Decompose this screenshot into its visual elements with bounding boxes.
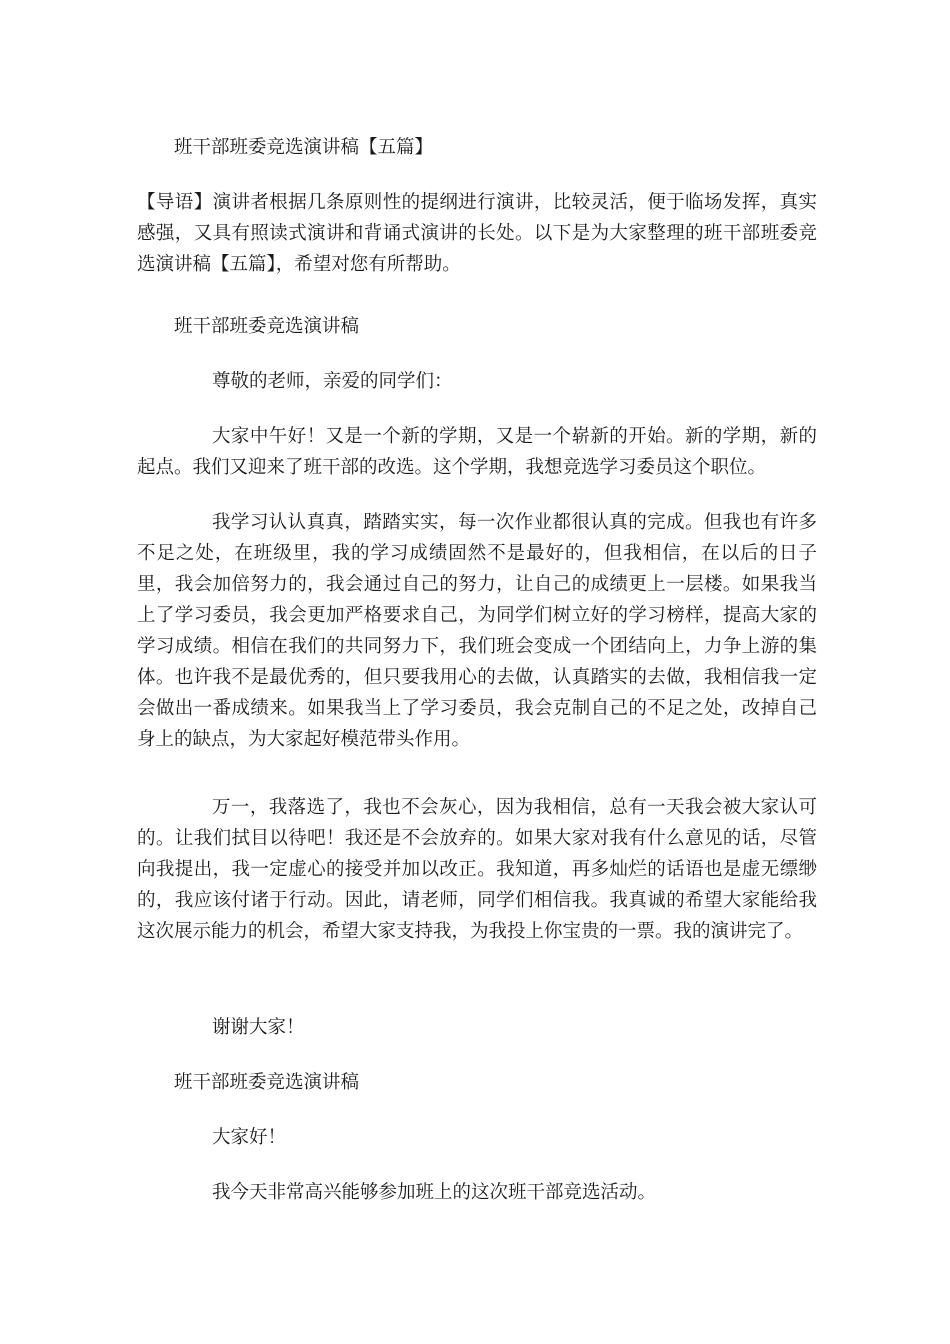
document-title: 班干部班委竞选演讲稿【五篇】 [174,137,434,158]
closing-line: 谢谢大家！ [212,1017,305,1038]
intro-paragraph: 【导语】演讲者根据几条原则性的提纲进行演讲，比较灵活，便于临场发挥，真实感强，又具有照读式演讲和背诵式演讲的长处。以下是为大家整理的班干部班委竞选演讲稿【五篇】，希望对您有所帮助。 [137,192,817,275]
salutation: 大家好！ [212,1127,287,1148]
body-paragraph: 我学习认认真真，踏踏实实，每一次作业都很认真的完成。但我也有许多不足之处，在班级里，我的学习成绩固然不是最好的，但我相信，在以后的日子里，我会加倍努力的，我会通过自己的努力，让自己的成绩更上一层楼。如果我当上了学习委员，我会更加严格要求自己，为同学们树立好的学习榜样，提高大家的学习成绩。相信在我们的共同努力下，我们班会变成一个团结向上，力争上游的集体。也许我不是最优秀的，但只要我用心的去做，认真踏实的去做，我相信我一定会做出一番成绩来。如果我当上了学习委员，我会克制自己的不足之处，改掉自己身上的缺点，为大家起好模范带头作用。 [137,512,817,750]
body-paragraph: 我今天非常高兴能够参加班上的这次班干部竞选活动。 [212,1182,657,1203]
section-heading: 班干部班委竞选演讲稿 [174,316,360,337]
body-paragraph: 大家中午好！又是一个新的学期，又是一个崭新的开始。新的学期，新的起点。我们又迎来了班干部的改选。这个学期，我想竞选学习委员这个职位。 [137,426,817,478]
section-heading: 班干部班委竞选演讲稿 [174,1072,360,1093]
body-paragraph: 万一，我落选了，我也不会灰心，因为我相信，总有一天我会被大家认可的。让我们拭目以待吧！我还是不会放弃的。如果大家对我有什么意见的话，尽管向我提出，我一定虚心的接受并加以改正。我知道，再多灿烂的话语也是虚无缥缈的，我应该付诸于行动。因此，请老师，同学们相信我。我真诚的希望大家能给我这次展示能力的机会，希望大家支持我，为我投上你宝贵的一票。我的演讲完了。 [137,797,817,942]
salutation: 尊敬的老师，亲爱的同学们： [212,371,453,392]
